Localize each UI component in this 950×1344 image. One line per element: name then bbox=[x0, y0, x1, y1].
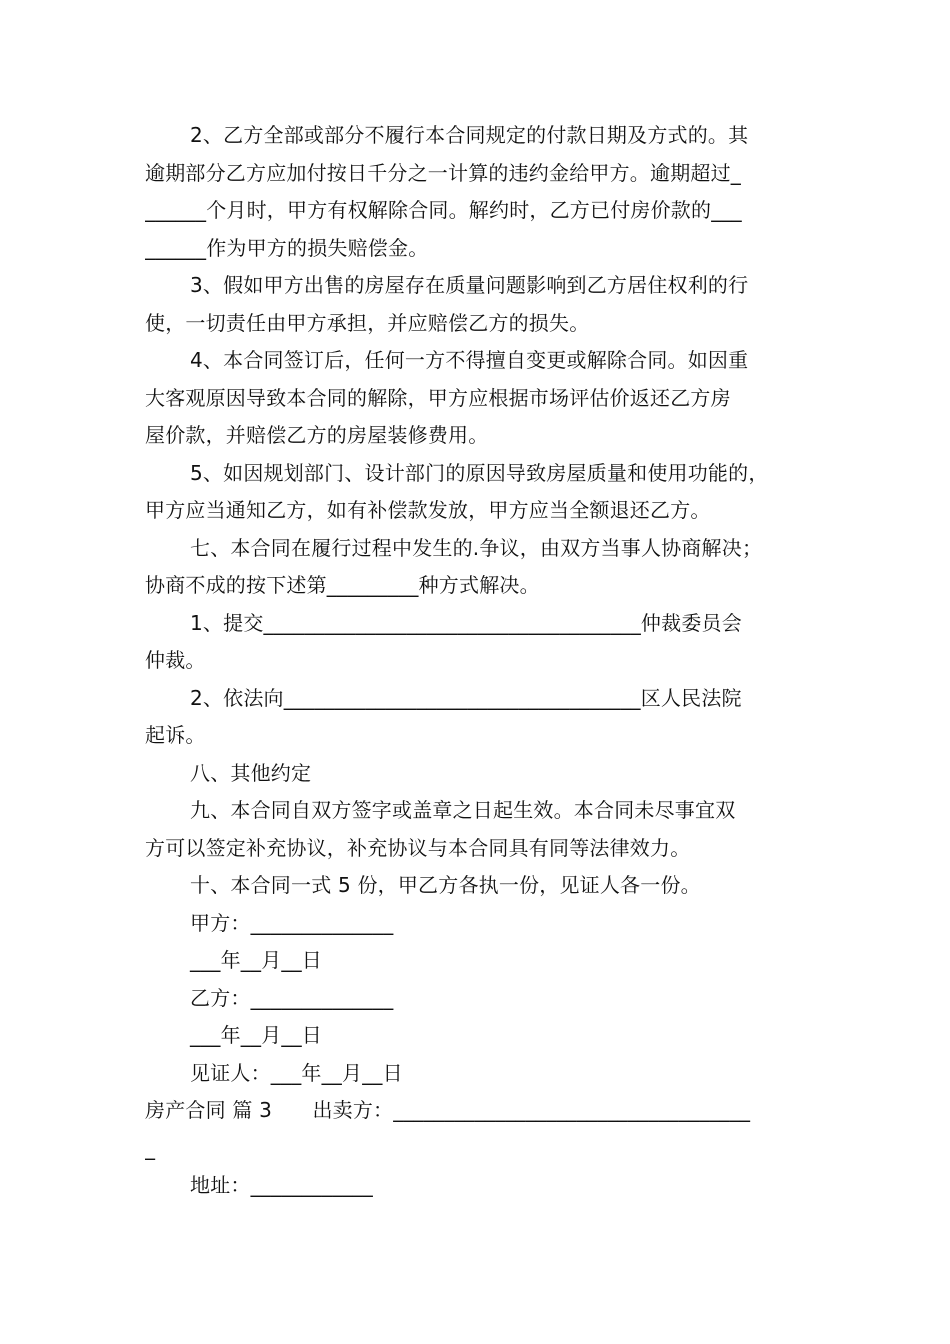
text-line: 见证人：___年__月__日 bbox=[190, 1060, 403, 1085]
text-line: 九、本合同自双方签字或盖章之日起生效。本合同未尽事宜双 bbox=[190, 798, 736, 822]
text-line: 2、依法向___________________________________区人民法院 bbox=[190, 685, 742, 710]
contract-body bbox=[145, 117, 810, 1205]
text-line: 仲裁。 bbox=[145, 648, 206, 672]
text-line: 甲方：______________ bbox=[190, 910, 394, 935]
text-line: 3、假如甲方出售的房屋存在质量问题影响到乙方居住权利的行 bbox=[190, 273, 749, 297]
text-line: ______个月时，甲方有权解除合同。解约时，乙方已付房价款的___ bbox=[145, 198, 742, 222]
text-line: 大客观原因导致本合同的解除，甲方应根据市场评估价返还乙方房 bbox=[145, 385, 731, 410]
text-line: 使，一切责任由甲方承担，并应赔偿乙方的损失。 bbox=[145, 310, 590, 335]
text-line: 乙方：______________ bbox=[190, 985, 394, 1010]
text-line: ___年__月__日 bbox=[190, 948, 322, 972]
text-line: ___年__月__日 bbox=[190, 1023, 322, 1047]
text-line: 十、本合同一式 5 份，甲乙方各执一份，见证人各一份。 bbox=[190, 873, 701, 897]
text-line: 4、本合同签订后，任何一方不得擅自变更或解除合同。如因重 bbox=[190, 348, 749, 372]
text-line: _ bbox=[145, 1135, 156, 1160]
text-line: 5、如因规划部门、设计部门的原因导致房屋质量和使用功能的， bbox=[190, 460, 769, 485]
text-line: 2、乙方全部或部分不履行本合同规定的付款日期及方式的。其 bbox=[190, 123, 749, 147]
text-line: 七、本合同在履行过程中发生的.争议，由双方当事人协商解决； bbox=[190, 535, 763, 560]
text-line: 起诉。 bbox=[145, 723, 206, 747]
text-line: ______作为甲方的损失赔偿金。 bbox=[145, 235, 429, 260]
text-line: 房产合同 篇 3 出卖方：___________________________________ bbox=[145, 1098, 751, 1122]
text-line: 甲方应当通知乙方，如有补偿款发放，甲方应当全额退还乙方。 bbox=[145, 498, 711, 522]
text-line: 屋价款，并赔偿乙方的房屋装修费用。 bbox=[145, 423, 489, 447]
text-line: 协商不成的按下述第_________种方式解决。 bbox=[145, 573, 540, 597]
text-line: 逾期部分乙方应加付按日千分之一计算的违约金给甲方。逾期超过_ bbox=[145, 160, 741, 185]
text-line: 方可以签定补充协议，补充协议与本合同具有同等法律效力。 bbox=[145, 835, 691, 860]
text-line: 1、提交_____________________________________仲裁委员会 bbox=[190, 610, 742, 635]
text-line: 地址：____________ bbox=[190, 1173, 373, 1197]
text-line: 八、其他约定 bbox=[190, 760, 312, 785]
